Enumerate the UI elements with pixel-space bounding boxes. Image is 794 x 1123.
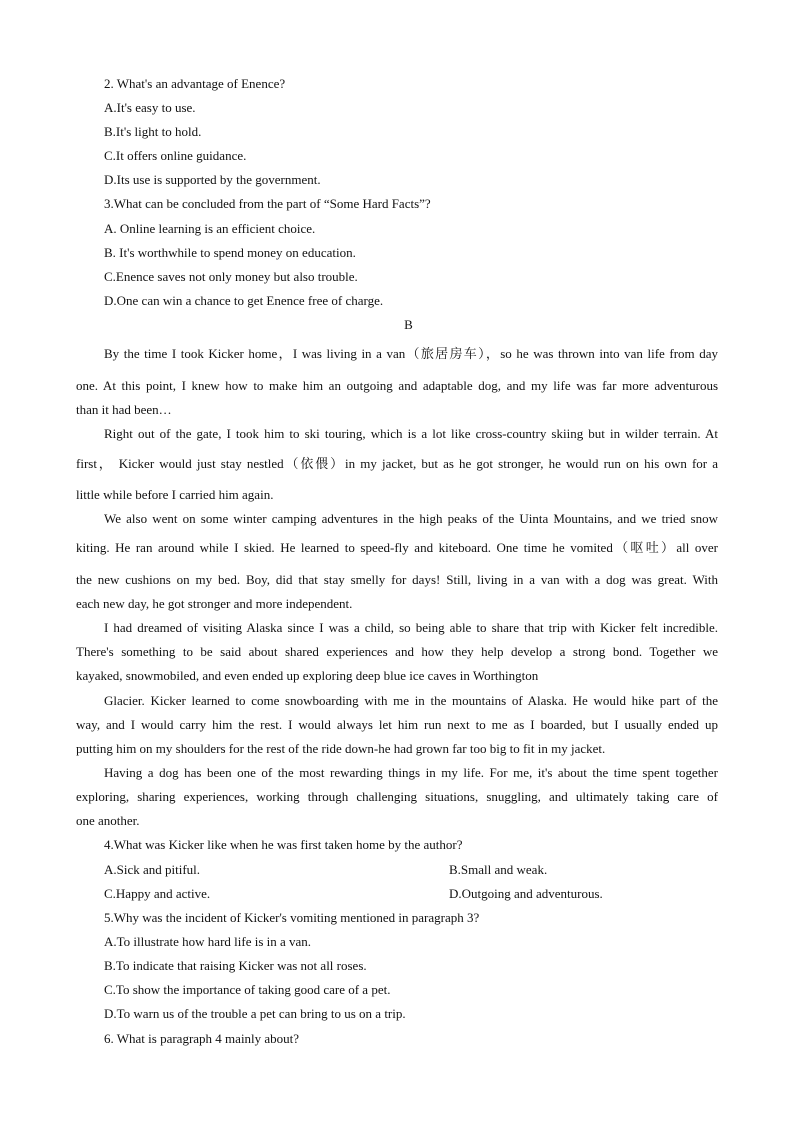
question-2-option-d: D.Its use is supported by the government.: [104, 172, 321, 187]
question-3-stem: 3.What can be concluded from the part of “Some Hard Facts”?: [104, 196, 431, 211]
question-3-option-b: B. It's worthwhile to spend money on education.: [104, 245, 356, 260]
question-5-option-d: D.To warn us of the trouble a pet can bring to us on a trip.: [104, 1006, 406, 1021]
passage-p5-line-3: one another.: [76, 813, 140, 828]
question-4-option-c: C.Happy and active.: [104, 886, 211, 901]
passage-p2-line-2: first， Kicker would just stay nestled（依偎）in my jacket, but as he got stronger, he would run on his own for a: [76, 456, 718, 471]
passage-p1-line-3: than it had been…: [76, 402, 172, 417]
passage-p4-line-1: I had dreamed of visiting Alaska since I was a child, so being able to share that trip with Kicker felt incredible.: [104, 620, 718, 635]
passage-p4-line-3: kayaked, snowmobiled, and even ended up exploring deep blue ice caves in Worthington: [76, 668, 539, 683]
question-3-option-d: D.One can win a chance to get Enence free of charge.: [104, 293, 384, 308]
question-2-option-c: C.It offers online guidance.: [104, 148, 247, 163]
passage-p1-line-2: one. At this point, I knew how to make him an outgoing and adaptable dog, and my life was far more adventurous: [76, 378, 718, 393]
passage-p4-line-6: putting him on my shoulders for the rest of the ride down-he had grown far too big to fit in my jacket.: [76, 741, 606, 756]
question-4-stem: 4.What was Kicker like when he was first taken home by the author?: [104, 837, 463, 852]
question-4-option-a: A.Sick and pitiful.: [104, 862, 201, 877]
passage-p2-line-3: little while before I carried him again.: [76, 487, 274, 502]
passage-p3-line-2: kiting. He ran around while I skied. He learned to speed-fly and kiteboard. One time he vomited（呕吐）all over: [76, 540, 718, 555]
question-4-option-b: B.Small and weak.: [449, 862, 548, 877]
section-b-heading: B: [404, 317, 413, 332]
question-3-option-c: C.Enence saves not only money but also trouble.: [104, 269, 358, 284]
question-5-option-a: A.To illustrate how hard life is in a van.: [104, 934, 312, 949]
passage-p5-line-2: exploring, sharing experiences, working through challenging situations, snuggling, and ultimately taking care of: [76, 789, 718, 804]
question-2-option-b: B.It's light to hold.: [104, 124, 202, 139]
question-5-stem: 5.Why was the incident of Kicker's vomiting mentioned in paragraph 3?: [104, 910, 480, 925]
question-3-option-a: A. Online learning is an efficient choice.: [104, 221, 316, 236]
question-2-option-a: A.It's easy to use.: [104, 100, 196, 115]
passage-p3-line-1: We also went on some winter camping adventures in the high peaks of the Uinta Mountains, and we tried snow: [104, 511, 718, 526]
passage-p5-line-1: Having a dog has been one of the most rewarding things in my life. For me, it's about the time spent together: [104, 765, 718, 780]
question-6-stem: 6. What is paragraph 4 mainly about?: [104, 1031, 300, 1046]
passage-p4-line-4: Glacier. Kicker learned to come snowboarding with me in the mountains of Alaska. He would hike part of the: [104, 693, 718, 708]
passage-p3-line-3: the new cushions on my bed. Boy, did that stay smelly for days! Still, living in a van with a dog was great. With: [76, 572, 718, 587]
passage-p3-line-4: each new day, he got stronger and more independent.: [76, 596, 353, 611]
question-5-option-b: B.To indicate that raising Kicker was not all roses.: [104, 958, 367, 973]
passage-p4-line-2: There's something to be said about shared experiences and how they help develop a strong bond. Together we: [76, 644, 718, 659]
passage-p4-line-5: way, and I would carry him the rest. I would always let him run next to me as I boarded, but I usually ended up: [76, 717, 718, 732]
question-5-option-c: C.To show the importance of taking good care of a pet.: [104, 982, 391, 997]
question-4-option-d: D.Outgoing and adventurous.: [449, 886, 603, 901]
passage-p1-line-1: By the time I took Kicker home，I was living in a van（旅居房车），so he was thrown into van life from day: [104, 346, 718, 361]
passage-p2-line-1: Right out of the gate, I took him to ski touring, which is a lot like cross-country skiing but in wilder terrain. At: [104, 426, 718, 441]
question-2-stem: 2. What's an advantage of Enence?: [104, 76, 286, 91]
